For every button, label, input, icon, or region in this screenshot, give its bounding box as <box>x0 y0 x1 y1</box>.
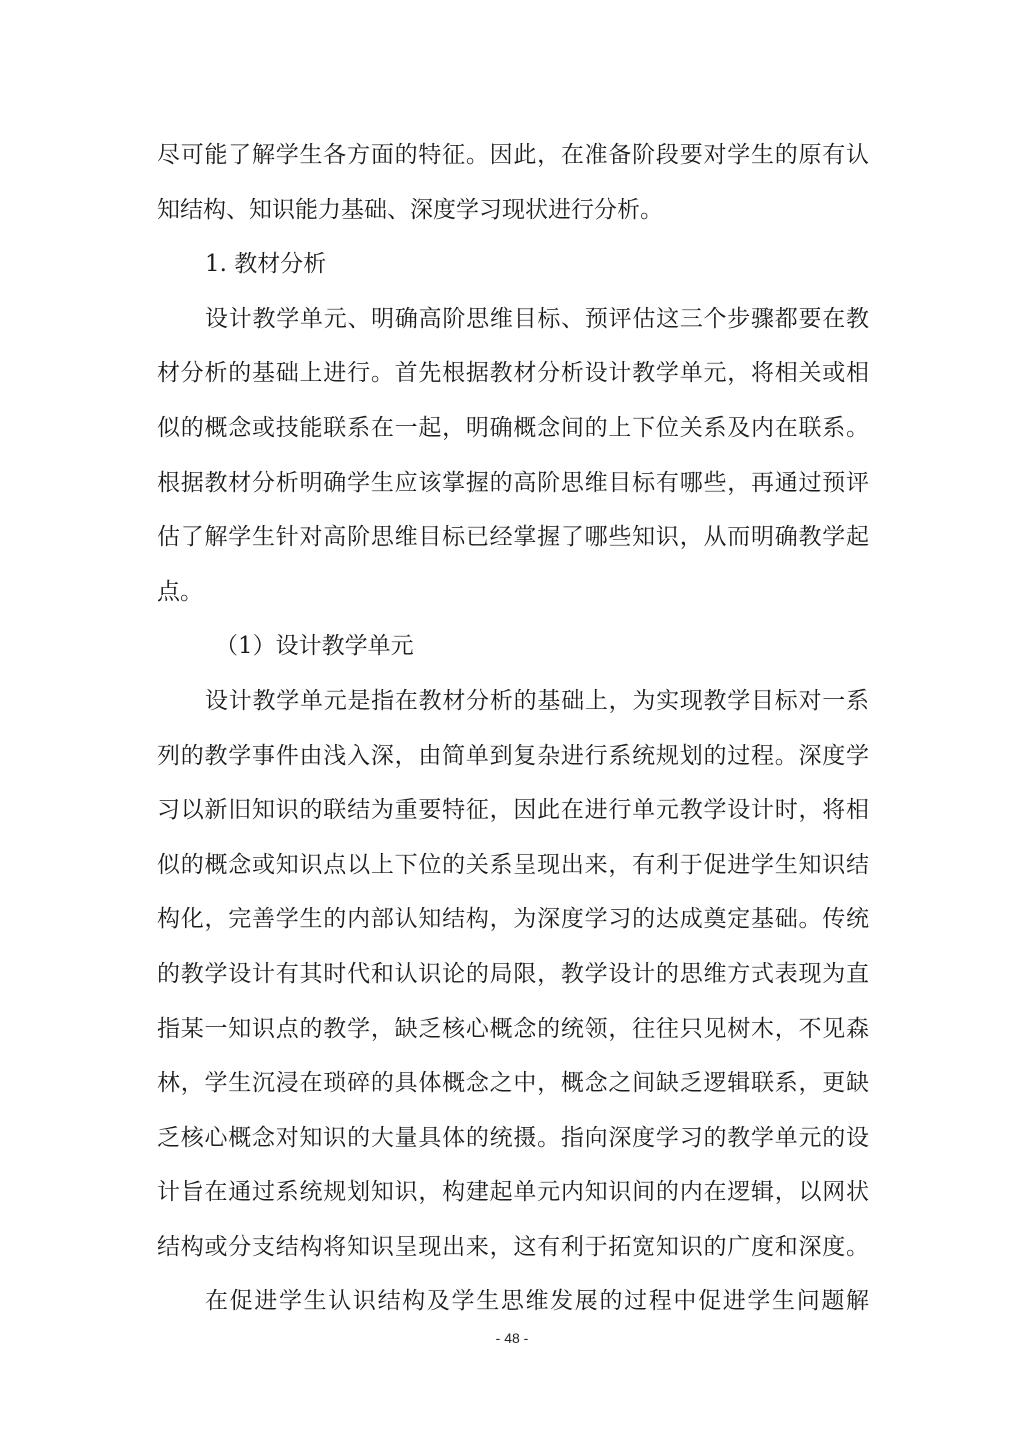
text-line: 似的概念或技能联系在一起，明确概念间的上下位关系及内在联系。 <box>157 414 869 441</box>
text-line: 的教学设计有其时代和认识论的局限，教学设计的思维方式表现为直 <box>157 960 869 987</box>
section-heading: 1. 教材分析 <box>205 251 327 278</box>
page-number: - 48 - <box>495 1330 529 1346</box>
text-line: 似的概念或知识点以上下位的关系呈现出来，有利于促进学生知识结 <box>157 851 869 878</box>
text-line: 尽可能了解学生各方面的特征。因此，在准备阶段要对学生的原有认 <box>157 142 869 168</box>
text-line: 知结构、知识能力基础、深度学习现状进行分析。 <box>157 196 663 223</box>
text-line: 在促进学生认识结构及学生思维发展的过程中促进学生问题解 <box>205 1288 869 1315</box>
text-line: 林，学生沉浸在琐碎的具体概念之中，概念之间缺乏逻辑联系，更缺 <box>157 1070 869 1097</box>
text-line: 构化，完善学生的内部认知结构，为深度学习的达成奠定基础。传统 <box>157 906 869 933</box>
text-line: 根据教材分析明确学生应该掌握的高阶思维目标有哪些，再通过预评 <box>157 469 869 496</box>
text-line: 列的教学事件由浅入深，由简单到复杂进行系统规划的过程。深度学 <box>157 742 869 769</box>
text-line: 估了解学生针对高阶思维目标已经掌握了哪些知识，从而明确教学起 <box>157 524 869 551</box>
subsection-heading: （1）设计教学单元 <box>215 633 414 660</box>
text-line: 习以新旧知识的联结为重要特征，因此在进行单元教学设计时，将相 <box>157 797 869 824</box>
text-line: 结构或分支结构将知识呈现出来，这有利于拓宽知识的广度和深度。 <box>157 1233 869 1260</box>
text-line: 设计教学单元是指在教材分析的基础上，为实现教学目标对一系 <box>205 687 869 714</box>
body-text <box>157 128 869 1329</box>
text-line: 乏核心概念对知识的大量具体的统摄。指向深度学习的教学单元的设 <box>157 1124 869 1151</box>
text-line: 点。 <box>157 578 203 605</box>
text-line: 设计教学单元、明确高阶思维目标、预评估这三个步骤都要在教 <box>205 305 869 332</box>
text-line: 材分析的基础上进行。首先根据教材分析设计教学单元，将相关或相 <box>157 360 869 387</box>
text-line: 指某一知识点的教学，缺乏核心概念的统领，往往只见树木，不见森 <box>157 1015 869 1042</box>
text-line: 计旨在通过系统规划知识，构建起单元内知识间的内在逻辑，以网状 <box>157 1179 869 1206</box>
